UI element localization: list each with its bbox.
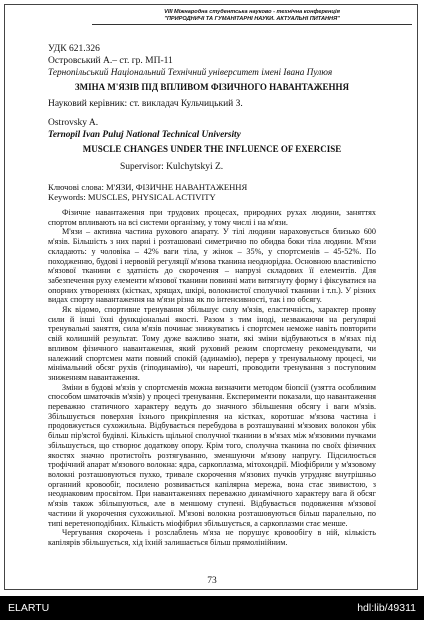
conference-header-line2: "ПРИРОДНИЧІ ТА ГУМАНІТАРНІ НАУКИ. АКТУАЛЬНІ ПИТАННЯ" (164, 15, 340, 22)
conference-header-line1: VIII Міжнародна студентська науково - технічна конференція (164, 9, 340, 15)
university-ua: Тернопільський Національний Технічний університет імені Івана Пулюя (48, 68, 333, 78)
author-ua: Островський А.– ст. гр. МП-11 (48, 56, 173, 66)
udk-code: УДК 621.326 (48, 44, 100, 54)
paragraph: Фізичне навантаження при трудових процесах, природних рухах людини, заняттях спортом впливають на всі системи організму, у тому числі і на м'язи. (48, 208, 376, 227)
keywords-en: Keywords: MUSCLES, PHYSICAL ACTIVITY (48, 192, 216, 202)
handle-identifier[interactable]: hdl:lib/49311 (357, 602, 416, 614)
title-ua: ЗМІНА М'ЯЗІВ ПІД ВПЛИВОМ ФІЗИЧНОГО НАВАНТАЖЕННЯ (74, 82, 350, 92)
paragraph: Чергування скорочень і розслаблень м'яза не порушує кровообігу в ній, кількість капілярів збільшується, хід їхній залишається більш прямолінійним. (48, 528, 376, 547)
paragraph: М'язи – активна частина рухового апарату. У тілі людини нараховується близько 600 м'язів. Більшість з них парні і розташовані симетрично по обидва боки тіла людини. М'язи складають: у чоловіка – 42% ваги тіла, у жінок – 35%, у спортсменів – 45-52%. По походженню, будові і нервовій регуляції м'язова тканина неоднорідна. Основною властивістю м'язової тканини є здатність до скорочення – напрузі складових її елементів. Для забезпечення руху елементи м'язової тканини повинні мати витягнуту форму і фіксуватися на опорних утвореннях (кістках, хрящах, шкірі, волокнистої сполучної тканини і т.п.). У різних видах спорту навантаження на м'язи різна як по інтенсивності, так і по обсягу. (48, 227, 376, 305)
keywords-ua: Ключові слова: М'ЯЗИ, ФІЗИЧНЕ НАВАНТАЖЕННЯ (48, 182, 248, 192)
title-en: MUSCLE CHANGES UNDER THE INFLUENCE OF EXERCISE (82, 144, 342, 154)
conference-header (92, 9, 412, 22)
repository-name: ELARTU (8, 602, 50, 614)
body-text (48, 208, 376, 548)
supervisor-ua: Науковий керівник: ст. викладач Кульчицький З. (48, 99, 243, 109)
paragraph: Зміни в будові м'язів у спортсменів можна визначити методом біопсії (узятта особливим способом шматочків м'язів) у процесі тренування. Експерименти показали, що навантаження переважно статичного характеру ведуть до значного збільшення обсягу і ваги м'язів. Збільшується поверхня їхнього прикріплення на кістках, коротшає м'язова частина і продовжується сухожильна. Відбувається перебудова в розташуванні м'язових волокон убік більш пір'ястої будівлі. Кількість щільної сполучної тканини в м'язах між м'язовими пучками збільшується, що створює додаткову опору. Крім того, сполучна тканина по своїх фізичних якостях значно протистоїть розтягуванню, зменшуючи м'язову напругу. Підсилюється трофічний апарат м'язового волокна: ядра, саркоплазма, мітохондрії. Міофібрили у м'язовому волокні розташовуються пухко, тривале скорочення м'язових пучків утрудняє внутрішньо органний кровообіг, посилено розвивається капілярна мережа, вона стає звивистою, з неоднаковим просвітом. При навантаженнях переважно динамічного характеру вага й обсяг м'язів також збільшуються, але в меншому ступені. Відбувається подовження м'язової частини й укорочення сухожильної. М'язові волокна розташовуються більш паралельно, по типі веретеноподібних. Кількість міофібрил збільшується, а саркоплазми стає менше. (48, 382, 376, 528)
university-en: Ternopil Ivan Puluj National Technical University (48, 130, 241, 140)
page-number: 73 (207, 576, 217, 586)
repository-footer-bar (0, 596, 424, 620)
supervisor-en: Supervisor: Kulchytskyi Z. (120, 162, 224, 172)
author-en: Ostrovsky A. (48, 118, 99, 128)
header-divider (92, 24, 412, 25)
paragraph: Як відомо, спортивне тренування збільшує силу м'язів, еластичність, характер прояву сили й інші їхні функціональні якості. Разом з тим іноді, незважаючи на регулярні тренувальні заняття, сила м'язів починає знижуватись і спортсмен неможе навіть повторити свій колишній результат. Тому дуже важливо знати, які зміни відбуваються в м'язах під впливом фізичного навантаження, який руховий режим спортсмену рекомендувати, чи належний спортсмен мати повний спокій (адинамію), перерв у тренувальному процесі, чи мінімальний обсяг рухів (гіподинамію), чи нарешті, проводити тренування з поступовим зниженням навантаження. (48, 305, 376, 382)
